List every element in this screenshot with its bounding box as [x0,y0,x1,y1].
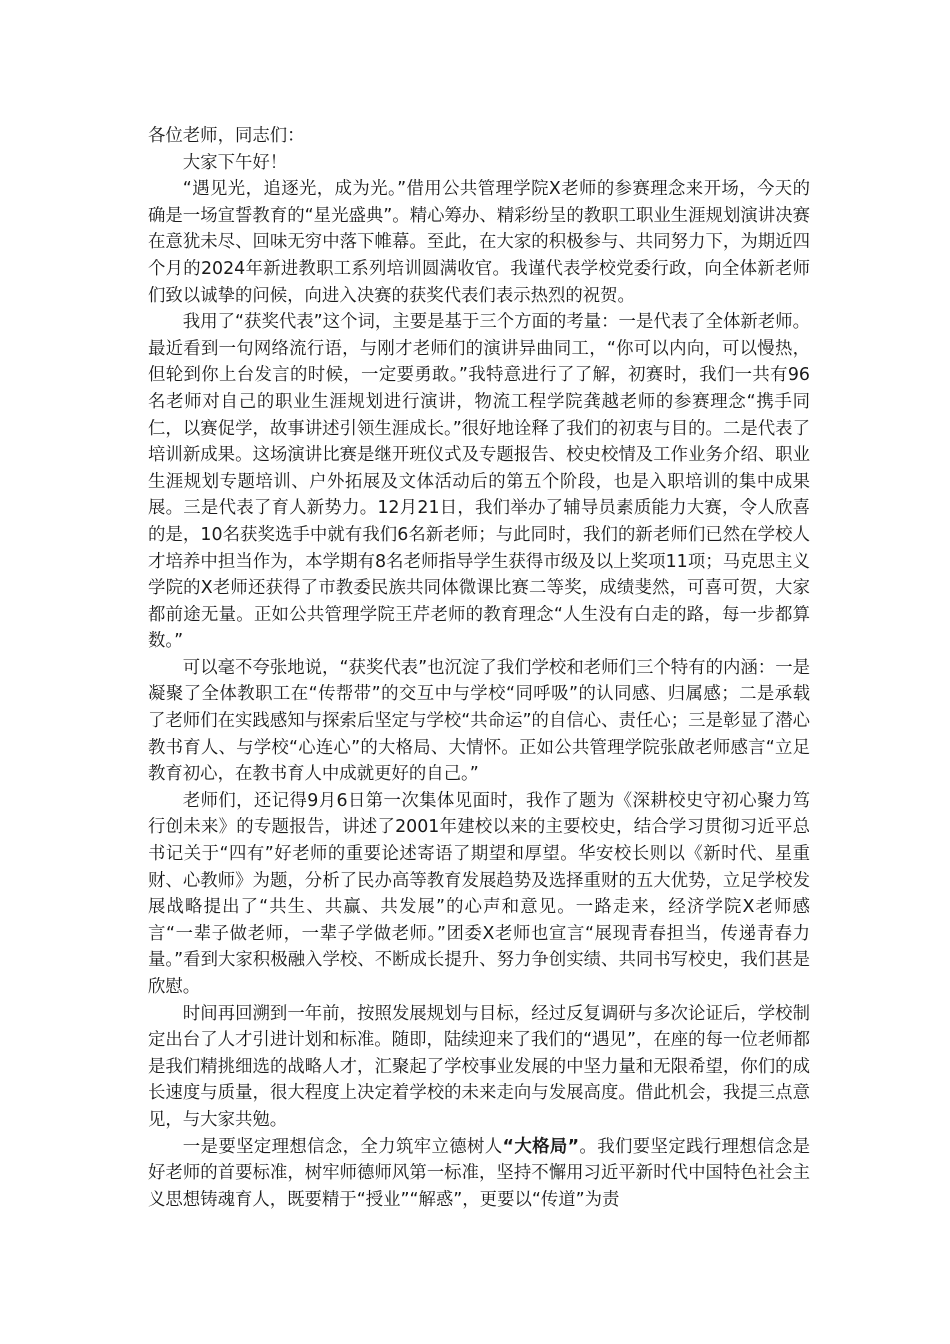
paragraph-first-meeting: 老师们，还记得9月6日第一次集体见面时，我作了题为《深耕校史守初心聚力笃行创未来》的专题报告，讲述了2001年建校以来的主要校史，结合学习贯彻习近平总书记关于“四有”好老师的重要论述寄语了期望和厚望。华安校长则以《新时代、星重财、心教师》为题，分析了民办高等教育发展趋势及选择重财的五大优势，立足学校发展战略提出了“共生、共赢、共发展”的心声和意见。一路走来，经济学院X老师感言“一辈子做老师，一辈子学做老师。”团委X老师也宣言“展现青春担当，传递青春力量。”看到大家积极融入学校、不断成长提升、努力争创实绩、共同书写校史，我们甚是欣慰。 [148,790,810,997]
paragraph-award-representatives: 我用了“获奖代表”这个词，主要是基于三个方面的考量：一是代表了全体新老师。最近看到一句网络流行语，与刚才老师们的演讲异曲同工，“你可以内向，可以慢热，但轮到你上台发言的时候，一定要勇敢。”我特意进行了了解，初赛时，我们一共有96名老师对自己的职业生涯规划进行演讲，物流工程学院龚越老师的参赛理念“携手同仁，以赛促学，故事讲述引领生涯成长。”很好地诠释了我们的初衷与目的。二是代表了培训新成果。这场演讲比赛是继开班仪式及专题报告、校史校情及工作业务介绍、职业生涯规划专题培训、户外拓展及文体活动后的第五个阶段，也是入职培训的集中成果展。三是代表了育人新势力。12月21日，我们举办了辅导员素质能力大赛，令人欣喜的是，10名获奖选手中就有我们6名新老师；与此同时，我们的新老师们已然在学校人才培养中担当作为，本学期有8名老师指导学生获得市级及以上奖项11项；马克思主义学院的X老师还获得了市教委民族共同体微课比赛二等奖，成绩斐然，可喜可贺，大家都前途无量。正如公共管理学院王芹老师的教育理念“人生没有白走的路，每一步都算数。” [148,312,810,652]
first-opinion-text: 一是要坚定理想信念，全力筑牢立德树人 [182,1136,503,1157]
paragraph-talent-plan: 时间再回溯到一年前，按照发展规划与目标，经过反复调研与多次论证后，学校制定出台了人才引进计划和标准。随即，陆续迎来了我们的“遇见”，在座的每一位老师都是我们精挑细选的战略人才，汇聚起了学校事业发展的中坚力量和无限希望，你们的成长速度与质量，很大程度上决定着学校的未来走向与发展高度。借此机会，我提三点意见，与大家共勉。 [148,1003,810,1130]
salutation: 各位老师，同志们： [148,126,305,146]
first-opinion-emphasis: “大格局” [502,1136,580,1157]
paragraph-connotation: 可以毫不夸张地说，“获奖代表”也沉淀了我们学校和老师们三个特有的内涵：一是凝聚了全体教职工在“传帮带”的交互中与学校“同呼吸”的认同感、归属感；二是承载了老师们在实践感知与探索后坚定与学校“共命运”的自信心、责任心；三是彰显了潜心教书育人、与学校“心连心”的大格局、大情怀。正如公共管理学院张啟老师感言“立足教育初心，在教书育人中成就更好的自己。” [148,657,810,785]
paragraph-greeting: 大家下午好！ [182,152,288,173]
paragraph-opening: “遇见光，追逐光，成为光。”借用公共管理学院X老师的参赛理念来开场，今天的确是一场宣誓教育的“星光盛典”。精心筹办、精彩纷呈的教职工职业生涯规划演讲决赛在意犹未尽、回味无穷中落下帷幕。至此，在大家的积极参与、共同努力下，为期近四个月的2024年新进教职工系列培训圆满收官。我谨代表学校党委行政，向全体新老师们致以诚挚的问候，向进入决赛的获奖代表们表示热烈的祝贺。 [148,179,810,306]
document-body [148,123,810,1213]
first-opinion-continuation: 。我们要坚定践行理想信念是好老师的首要标准，树牢师德师风第一标准，坚持不懈用习近平新时代中国特色社会主义思想铸魂育人，既要精于“授业”“解惑”，更要以“传道”为责 [148,1136,810,1210]
paragraph-first-opinion [148,1134,810,1214]
